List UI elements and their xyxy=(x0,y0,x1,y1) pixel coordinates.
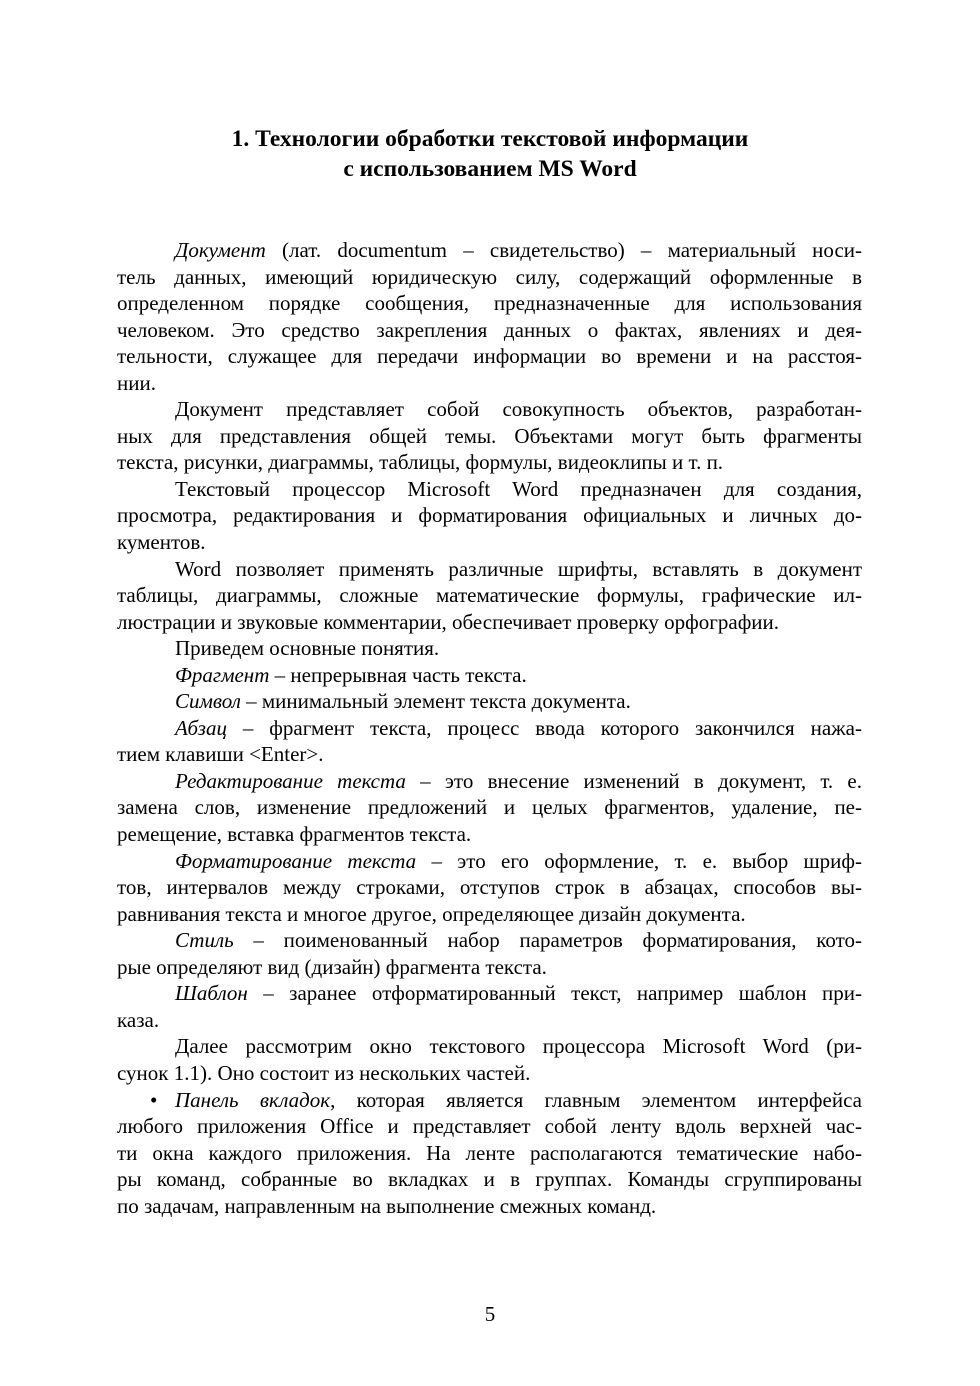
text-line xyxy=(117,662,862,689)
line-text: текста, рисунки, диаграммы, таблицы, формулы, видеоклипы и т. п. xyxy=(117,450,724,475)
text-line xyxy=(117,609,862,636)
line-text: замена слов, изменение предложений и целых фрагментов, удаление, пе- xyxy=(117,795,862,820)
line-text: , которая является главным элементом интерфейса xyxy=(330,1087,862,1112)
document-body xyxy=(117,237,862,1219)
paragraph xyxy=(117,396,862,476)
term: Шаблон xyxy=(175,981,248,1006)
text-line xyxy=(117,343,862,370)
line-text: – это его оформление, т. е. выбор шриф- xyxy=(416,848,863,873)
text-line xyxy=(117,264,862,291)
paragraph xyxy=(117,980,862,1033)
text-line xyxy=(117,874,862,901)
text-line xyxy=(117,237,862,264)
line-text: рые определяют вид (дизайн) фрагмента текста. xyxy=(117,954,547,979)
term: Стиль xyxy=(175,928,234,953)
line-text: ры команд, собранные во вкладках и в группах. Команды сгруппированы xyxy=(117,1167,862,1192)
line-text: ремещение, вставка фрагментов текста. xyxy=(117,822,472,847)
line-text: Далее рассмотрим окно текстового процессора Microsoft Word (ри- xyxy=(175,1034,862,1059)
line-text: ных для представления общей темы. Объектами могут быть фрагменты xyxy=(117,423,862,448)
paragraph xyxy=(117,237,862,396)
section-title xyxy=(0,124,980,184)
text-line xyxy=(117,317,862,344)
term: Панель вкладок xyxy=(175,1087,331,1112)
paragraph xyxy=(117,556,862,636)
line-text: (лат. documentum – свидетельство) – материальный носи- xyxy=(265,238,862,262)
line-text: Приведем основные понятия. xyxy=(175,636,440,661)
line-text: тель данных, имеющий юридическую силу, содержащий оформленные в xyxy=(117,264,862,289)
line-text: тием клавиши <Enter>. xyxy=(117,742,324,767)
text-line xyxy=(117,1087,862,1114)
line-text: – непрерывная часть текста. xyxy=(269,662,527,687)
paragraph xyxy=(117,848,862,928)
section-title-line-2: с использованием MS Word xyxy=(343,156,637,182)
line-text: таблицы, диаграммы, сложные математические формулы, графические ил- xyxy=(117,583,862,608)
text-line xyxy=(117,1033,862,1060)
text-line xyxy=(117,901,862,928)
text-line xyxy=(117,370,862,397)
text-line xyxy=(117,423,862,450)
text-line xyxy=(117,927,862,954)
text-line xyxy=(117,848,862,875)
text-line xyxy=(117,556,862,583)
text-line xyxy=(117,290,862,317)
section-title-line-1: 1. Технологии обработки текстовой информации xyxy=(231,126,749,152)
text-line xyxy=(117,768,862,795)
term: Редактирование текста xyxy=(175,768,406,793)
text-line xyxy=(117,821,862,848)
line-text: сунок 1.1). Оно состоит из нескольких частей. xyxy=(117,1060,531,1085)
paragraph xyxy=(117,688,862,715)
term: Фрагмент xyxy=(175,662,270,687)
text-line xyxy=(117,715,862,742)
line-text: равнивания текста и многое другое, определяющее дизайн документа. xyxy=(117,901,746,926)
text-line xyxy=(117,688,862,715)
line-text: каза. xyxy=(117,1007,160,1032)
text-line xyxy=(117,1113,862,1140)
paragraph xyxy=(117,662,862,689)
line-text: тельности, служащее для передачи информации во времени и на расстоя- xyxy=(117,344,862,369)
line-text: – поименованный набор параметров форматирования, кото- xyxy=(233,928,862,953)
line-text: тов, интервалов между строками, отступов строк в абзацах, способов вы- xyxy=(117,875,862,900)
line-text: кументов. xyxy=(117,530,206,555)
term: Форматирование текста xyxy=(175,848,417,873)
text-line xyxy=(117,1007,862,1034)
text-line xyxy=(117,635,862,662)
text-line xyxy=(117,741,862,768)
paragraph xyxy=(117,1087,862,1220)
paragraph xyxy=(117,1033,862,1086)
text-line xyxy=(117,1166,862,1193)
line-text: человеком. Это средство закрепления данных о фактах, явлениях и дея- xyxy=(117,317,862,342)
text-line xyxy=(117,476,862,503)
text-line xyxy=(117,582,862,609)
text-line xyxy=(117,502,862,529)
text-line xyxy=(117,396,862,423)
line-text: люстрации и звуковые комментарии, обеспечивает проверку орфографии. xyxy=(117,609,780,634)
page-number: 5 xyxy=(484,1302,496,1326)
line-text: Документ представляет собой совокупность объектов, разработан- xyxy=(175,397,862,422)
line-text: по задачам, направленным на выполнение смежных команд. xyxy=(117,1193,657,1218)
paragraph xyxy=(117,476,862,556)
text-line xyxy=(117,529,862,556)
line-text: определенном порядке сообщения, предназначенные для использования xyxy=(117,291,862,316)
term: Документ xyxy=(175,238,266,262)
text-line xyxy=(117,980,862,1007)
line-text: просмотра, редактирования и форматирования официальных и личных до- xyxy=(117,503,862,528)
paragraph xyxy=(117,927,862,980)
line-text: любого приложения Office и представляет собой ленту вдоль верхней час- xyxy=(117,1114,862,1139)
text-line xyxy=(117,794,862,821)
line-text: Текстовый процессор Microsoft Word предназначен для создания, xyxy=(175,476,862,501)
line-text: – это внесение изменений в документ, т. е. xyxy=(405,768,862,793)
paragraph xyxy=(117,715,862,768)
text-line xyxy=(117,954,862,981)
paragraph xyxy=(117,635,862,662)
text-line xyxy=(117,449,862,476)
line-text: – фрагмент текста, процесс ввода которого закончился нажа- xyxy=(227,715,862,740)
text-line xyxy=(117,1140,862,1167)
line-text: ти окна каждого приложения. На ленте располагаются тематические набо- xyxy=(117,1140,862,1165)
term: Символ xyxy=(175,689,241,714)
bullet-icon: • xyxy=(150,1087,158,1112)
line-text: – минимальный элемент текста документа. xyxy=(240,689,631,714)
line-text: Word позволяет применять различные шрифты, вставлять в документ xyxy=(175,556,862,581)
line-text: – заранее отформатированный текст, например шаблон при- xyxy=(247,981,862,1006)
term: Абзац xyxy=(175,715,227,740)
line-text: нии. xyxy=(117,370,156,395)
paragraph xyxy=(117,768,862,848)
text-line xyxy=(117,1193,862,1220)
text-line xyxy=(117,1060,862,1087)
